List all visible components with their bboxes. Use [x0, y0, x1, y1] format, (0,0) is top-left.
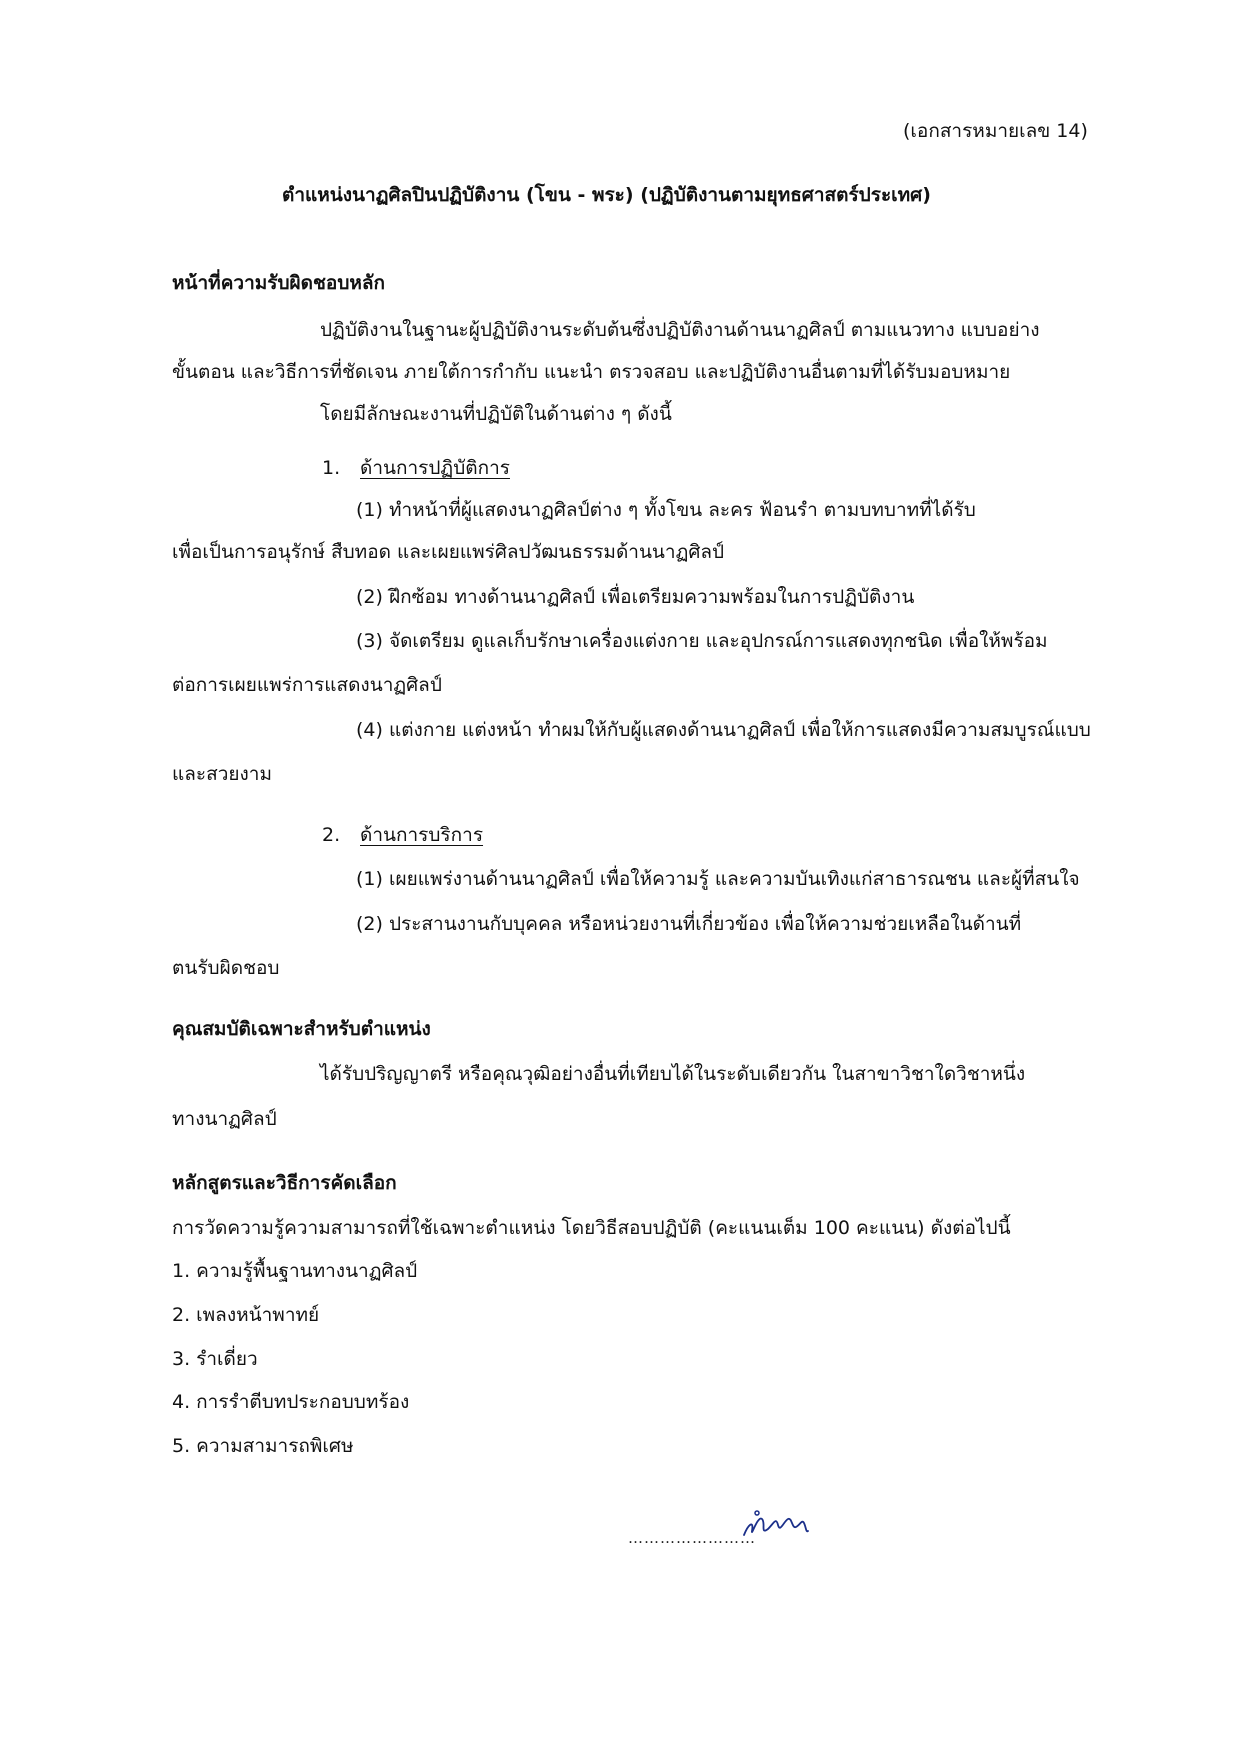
section-1-item-4-line-2: และสวยงาม — [172, 763, 272, 785]
selection-item-3: 3. รำเดี่ยว — [172, 1348, 258, 1370]
selection-item-4: 4. การรำตีบทประกอบบทร้อง — [172, 1391, 410, 1413]
section-1-item-2: (2) ฝึกซ้อม ทางด้านนาฏศิลป์ เพื่อเตรียมความพร้อมในการปฏิบัติงาน — [356, 586, 915, 608]
section-1-item-1-line-1: (1) ทำหน้าที่ผู้แสดงนาฏศิลป์ต่าง ๆ ทั้งโขน ละคร ฟ้อนรำ ตามบทบาทที่ได้รับ — [356, 499, 976, 521]
section-1-title: ด้านการปฏิบัติการ — [360, 457, 510, 479]
duties-intro-line-1: ปฏิบัติงานในฐานะผู้ปฏิบัติงานระดับต้นซึ่งปฏิบัติงานด้านนาฏศิลป์ ตามแนวทาง แบบอย่าง — [320, 319, 1040, 341]
section-2-title: ด้านการบริการ — [360, 824, 484, 846]
selection-item-1: 1. ความรู้พื้นฐานทางนาฏศิลป์ — [172, 1260, 418, 1282]
section-1-item-3-line-2: ต่อการเผยแพร่การแสดงนาฏศิลป์ — [172, 674, 442, 696]
qualifications-line-1: ได้รับปริญญาตรี หรือคุณวุฒิอย่างอื่นที่เทียบได้ในระดับเดียวกัน ในสาขาวิชาใดวิชาหนึ่ง — [320, 1063, 1026, 1085]
signature-dotted-line: …………………… — [628, 1529, 756, 1547]
duties-intro-line-3: โดยมีลักษณะงานที่ปฏิบัติในด้านต่าง ๆ ดังนี้ — [320, 403, 672, 425]
duties-heading: หน้าที่ความรับผิดชอบหลัก — [172, 272, 386, 294]
page-title: ตำแหน่งนาฏศิลปินปฏิบัติงาน (โขน - พระ) (ปฏิบัติงานตามยุทธศาสตร์ประเทศ) — [282, 184, 931, 206]
qualifications-heading: คุณสมบัติเฉพาะสำหรับตำแหน่ง — [172, 1018, 431, 1040]
section-1-number: 1. — [322, 457, 341, 479]
duties-intro-line-2: ขั้นตอน และวิธีการที่ชัดเจน ภายใต้การกำกับ แนะนำ ตรวจสอบ และปฏิบัติงานอื่นตามที่ได้รับมอบหมาย — [172, 361, 1011, 383]
section-1-item-1-line-2: เพื่อเป็นการอนุรักษ์ สืบทอด และเผยแพร่ศิลปวัฒนธรรมด้านนาฏศิลป์ — [172, 541, 725, 563]
selection-item-5: 5. ความสามารถพิเศษ — [172, 1435, 354, 1457]
section-2-item-2-line-1: (2) ประสานงานกับบุคคล หรือหน่วยงานที่เกี่ยวข้อง เพื่อให้ความช่วยเหลือในด้านที่ — [356, 913, 1022, 935]
section-2-item-2-line-2: ตนรับผิดชอบ — [172, 957, 280, 979]
selection-item-2: 2. เพลงหน้าพาทย์ — [172, 1304, 320, 1326]
selection-intro: การวัดความรู้ความสามารถที่ใช้เฉพาะตำแหน่ง โดยวิธีสอบปฏิบัติ (คะแนนเต็ม 100 คะแนน) ดังต่อไปนี้ — [172, 1217, 1011, 1239]
handwritten-signature — [740, 1505, 812, 1550]
section-2-number: 2. — [322, 824, 341, 846]
section-1-item-3-line-1: (3) จัดเตรียม ดูแลเก็บรักษาเครื่องแต่งกาย และอุปกรณ์การแสดงทุกชนิด เพื่อให้พร้อม — [356, 630, 1048, 652]
signature-mark-icon — [740, 1505, 812, 1545]
section-2-item-1: (1) เผยแพร่งานด้านนาฏศิลป์ เพื่อให้ความรู้ และความบันเทิงแก่สาธารณชน และผู้ที่สนใจ — [356, 868, 1080, 890]
document-reference: (เอกสารหมายเลข 14) — [903, 120, 1088, 142]
qualifications-line-2: ทางนาฏศิลป์ — [172, 1108, 277, 1130]
section-1-item-4-line-1: (4) แต่งกาย แต่งหน้า ทำผมให้กับผู้แสดงด้านนาฏศิลป์ เพื่อให้การแสดงมีความสมบูรณ์แบบ — [356, 719, 1091, 741]
selection-heading: หลักสูตรและวิธีการคัดเลือก — [172, 1172, 397, 1194]
